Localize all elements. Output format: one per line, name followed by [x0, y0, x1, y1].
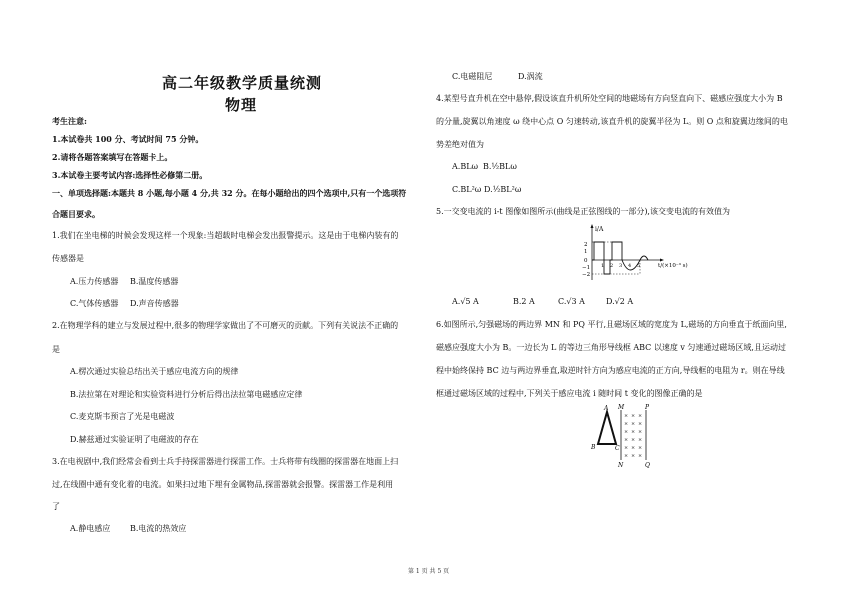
q4-stem-line1: 4.某型号直升机在空中悬停,假设该直升机所处空间的地磁场有方向竖直向下、磁感应强度大小为 B [436, 94, 783, 103]
q4-option-d: D.½BL²ω [484, 185, 522, 194]
q5-y-tick-1: 1 [584, 249, 588, 255]
svg-text:×: × [624, 429, 629, 435]
q6-label-q: Q [645, 462, 650, 468]
q5-x-tick-1: 1 [601, 263, 605, 269]
q3-option-a: A.静电感应 [70, 524, 111, 533]
section-heading-line2: 合题目要求。 [52, 209, 100, 219]
q3-stem-line1: 3.在电视剧中,我们经常会看到士兵手持探雷器进行探雷工作。士兵将带有线圈的探雷器在地面上扫 [52, 457, 399, 466]
q5-y-tick-neg2: −2 [582, 272, 591, 278]
q6-label-b: B [591, 444, 596, 451]
q1-option-b: B.温度传感器 [130, 277, 179, 286]
q5-x-label: t/(×10⁻³ s) [658, 263, 688, 269]
q5-option-b: B.2 A [513, 297, 535, 306]
svg-text:×: × [631, 413, 636, 419]
svg-text:×: × [624, 413, 629, 419]
svg-text:×: × [638, 453, 643, 459]
q5-x-tick-3: 3 [619, 263, 623, 269]
exam-title: 高二年级教学质量统测 [162, 74, 323, 92]
q6-field-crosses [624, 413, 642, 459]
q4-stem-line2: 的分量,旋翼以角速度 ω 绕中心点 O 匀速转动,该直升机的旋翼半径为 L。则 O 点和旋翼边缘间的电 [436, 117, 788, 126]
q5-current-time-graph [570, 222, 710, 284]
subject-title: 物理 [225, 96, 258, 114]
q5-option-a: A.√5 A [452, 297, 479, 306]
svg-text:×: × [631, 445, 636, 451]
notice-item-2: 2.请将各题答案填写在答题卡上。 [52, 152, 173, 162]
q4-option-c: C.BL²ω [452, 185, 482, 194]
q6-triangle-abc [598, 412, 616, 444]
q5-sine-curve [622, 256, 648, 270]
q5-waveform-part2 [610, 242, 622, 274]
q2-stem-line2: 是 [52, 345, 60, 354]
q1-stem-line1: 1.我们在坐电梯的时候会发现这样一个现象:当超载时电梯会发出报警提示。这是由于电梯内装有的 [52, 231, 399, 240]
q5-y-tick-0: 0 [584, 258, 588, 264]
q5-x-tick-5: 5 [637, 263, 641, 269]
notice-item-3: 3.本试卷主要考试内容:选择性必修第二册。 [52, 170, 208, 180]
svg-text:×: × [631, 437, 636, 443]
q2-option-c: C.麦克斯韦预言了光是电磁波 [70, 412, 175, 421]
q6-label-n: N [618, 462, 624, 468]
q3-option-d: D.涡流 [518, 72, 543, 81]
svg-text:×: × [624, 421, 629, 427]
q5-y-tick-neg1: −1 [582, 265, 591, 271]
section-heading-line1: 一、单项选择题:本题共 8 小题,每小题 4 分,共 32 分。在每小题给出的四个选项中,只有一个选项符 [52, 188, 407, 198]
svg-text:×: × [638, 421, 643, 427]
q3-option-c: C.电磁阻尼 [452, 72, 493, 81]
svg-text:×: × [624, 445, 629, 451]
q3-stem-line2: 过,在线圈中通有变化着的电流。如果扫过地下埋有金属物品,探雷器就会报警。探雷器工作是利用 [52, 480, 394, 489]
q2-stem-line1: 2.在物理学科的建立与发展过程中,很多的物理学家做出了不可磨灭的贡献。下列有关说法不正确的 [52, 321, 399, 330]
q5-option-c: C.√3 A [558, 297, 585, 306]
q6-magnetic-field-diagram [588, 402, 660, 468]
q6-stem-line1: 6.如图所示,匀强磁场的两边界 MN 和 PQ 平行,且磁场区域的宽度为 L,磁场的方向垂直于纸面向里, [436, 320, 787, 329]
svg-text:×: × [631, 429, 636, 435]
q4-stem-line3: 势差绝对值为 [436, 140, 484, 149]
q5-y-label: i/A [595, 226, 604, 233]
q3-option-b: B.电流的热效应 [130, 524, 187, 533]
svg-text:×: × [624, 437, 629, 443]
q1-option-d: D.声音传感器 [130, 299, 179, 308]
svg-text:×: × [638, 429, 643, 435]
svg-text:×: × [624, 453, 629, 459]
q5-stem-line1: 5.一交变电流的 i-t 图像如图所示(曲线是正弦图线的一部分),该交变电流的有效值为 [436, 207, 730, 216]
q5-x-tick-2: 2 [610, 263, 614, 269]
q5-y-tick-2: 2 [584, 242, 588, 248]
q6-stem-line2: 磁感应强度大小为 B。一边长为 L 的等边三角形导线框 ABC 以速度 v 匀速通过磁场区域,且运动过 [436, 343, 786, 352]
q1-stem-line2: 传感器是 [52, 254, 84, 263]
q6-label-c: C [615, 445, 620, 452]
q2-option-d: D.赫兹通过实验证明了电磁波的存在 [70, 435, 199, 444]
q5-waveform-part1 [592, 242, 610, 274]
q2-option-b: B.法拉第在对理论和实验资料进行分析后得出法拉第电磁感应定律 [70, 390, 303, 399]
svg-text:×: × [638, 445, 643, 451]
q3-stem-line3: 了 [52, 502, 60, 511]
q6-label-p: P [645, 404, 650, 411]
svg-text:×: × [638, 413, 643, 419]
q6-stem-line4: 框通过磁场区域的过程中,下列关于感应电流 i 随时间 t 变化的图像正确的是 [436, 389, 703, 398]
q4-option-a: A.BLω [452, 162, 479, 171]
svg-text:×: × [631, 453, 636, 459]
q4-option-b: B.½BLω [483, 162, 517, 171]
q1-option-c: C.气体传感器 [70, 299, 119, 308]
q2-option-a: A.楞次通过实验总结出关于感应电流方向的规律 [70, 367, 239, 376]
q6-stem-line3: 程中始终保持 BC 边与两边界垂直,取逆时针方向为感应电流的正方向,导线框的电阻为 r。则在导线 [436, 366, 785, 375]
q1-option-a: A.压力传感器 [70, 277, 119, 286]
page-number: 第 1 页 共 5 页 [408, 568, 450, 575]
svg-text:×: × [631, 421, 636, 427]
notice-heading: 考生注意: [52, 116, 87, 126]
q6-label-m: M [618, 404, 625, 411]
notice-item-1: 1.本试卷共 100 分、考试时间 75 分钟。 [52, 134, 204, 144]
q5-x-tick-4: 4 [628, 263, 632, 269]
q6-label-a: A [604, 405, 609, 412]
q5-option-d: D.√2 A [606, 297, 634, 306]
svg-text:×: × [638, 437, 643, 443]
